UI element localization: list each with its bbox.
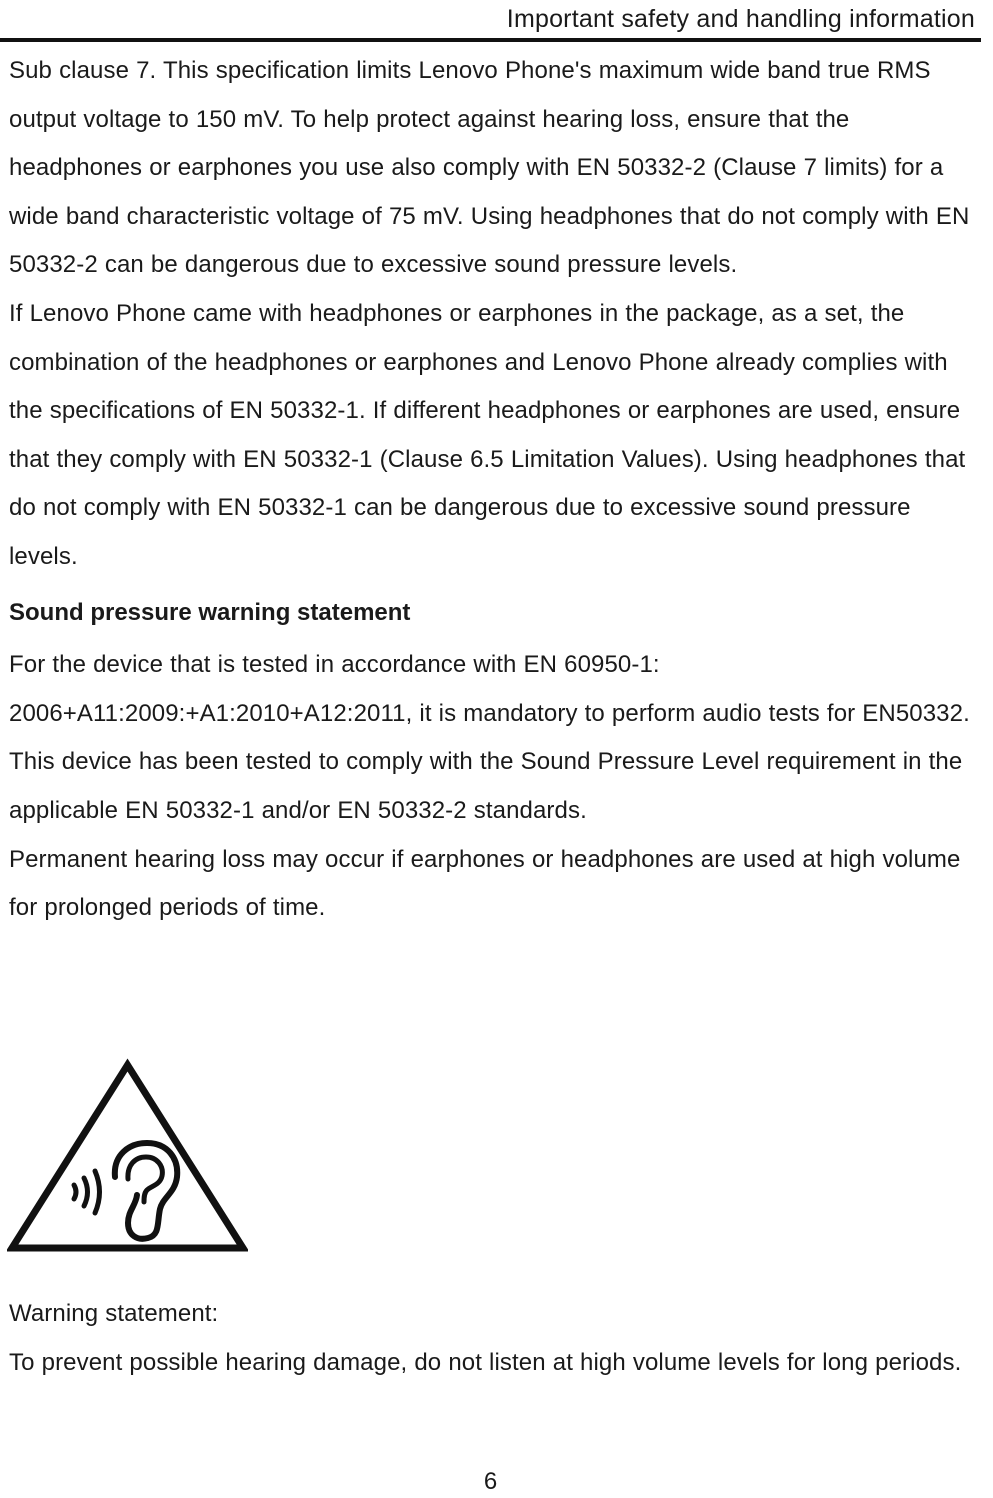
document-body (9, 47, 984, 933)
warning-text: To prevent possible hearing damage, do not listen at high volume levels for long periods. (9, 1348, 962, 1376)
warning-label: Warning statement: (9, 1300, 219, 1327)
hearing-warning-icon (7, 1057, 248, 1254)
running-header: Important safety and handling information (506, 5, 975, 33)
paragraph-hearing-loss: Permanent hearing loss may occur if earphones or headphones are used at high volume for prolonged periods of time. (9, 845, 961, 922)
paragraph-sub-clause-7: Sub clause 7. This specification limits Lenovo Phone's maximum wide band true RMS output voltage to 150 mV. To help protect against hearing loss, ensure that the headphones or earphones you use also comply with EN 50332-2 (Clause 7 limits) for a wide band characteristic voltage of 75 mV. Using headphones that do not comply with EN 50332-2 can be dangerous due to excessive sound pressure levels. (9, 57, 970, 279)
header-divider (0, 38, 981, 42)
paragraph-spl-compliance: This device has been tested to comply with the Sound Pressure Level requirement in the applicable EN 50332-1 and/or EN 50332-2 standards. (9, 748, 963, 824)
page-number: 6 (483, 1468, 498, 1495)
warning-statement-block (9, 1290, 984, 1387)
section-heading-sound-pressure: Sound pressure warning statement (9, 598, 411, 626)
paragraph-en60950-tests: For the device that is tested in accordance with EN 60950-1: 2006+A11:2009:+A1:2010+A12:2011, it is mandatory to perform audio tests for EN50332. (9, 651, 970, 727)
paragraph-bundled-headphones: If Lenovo Phone came with headphones or earphones in the package, as a set, the combination of the headphones or earphones and Lenovo Phone already complies with the specifications of EN 50332-1. If different headphones or earphones are used, ensure that they comply with EN 50332-1 (Clause 6.5 Limitation Values). Using headphones that do not comply with EN 50332-1 can be dangerous due to excessive sound pressure levels. (9, 299, 966, 570)
